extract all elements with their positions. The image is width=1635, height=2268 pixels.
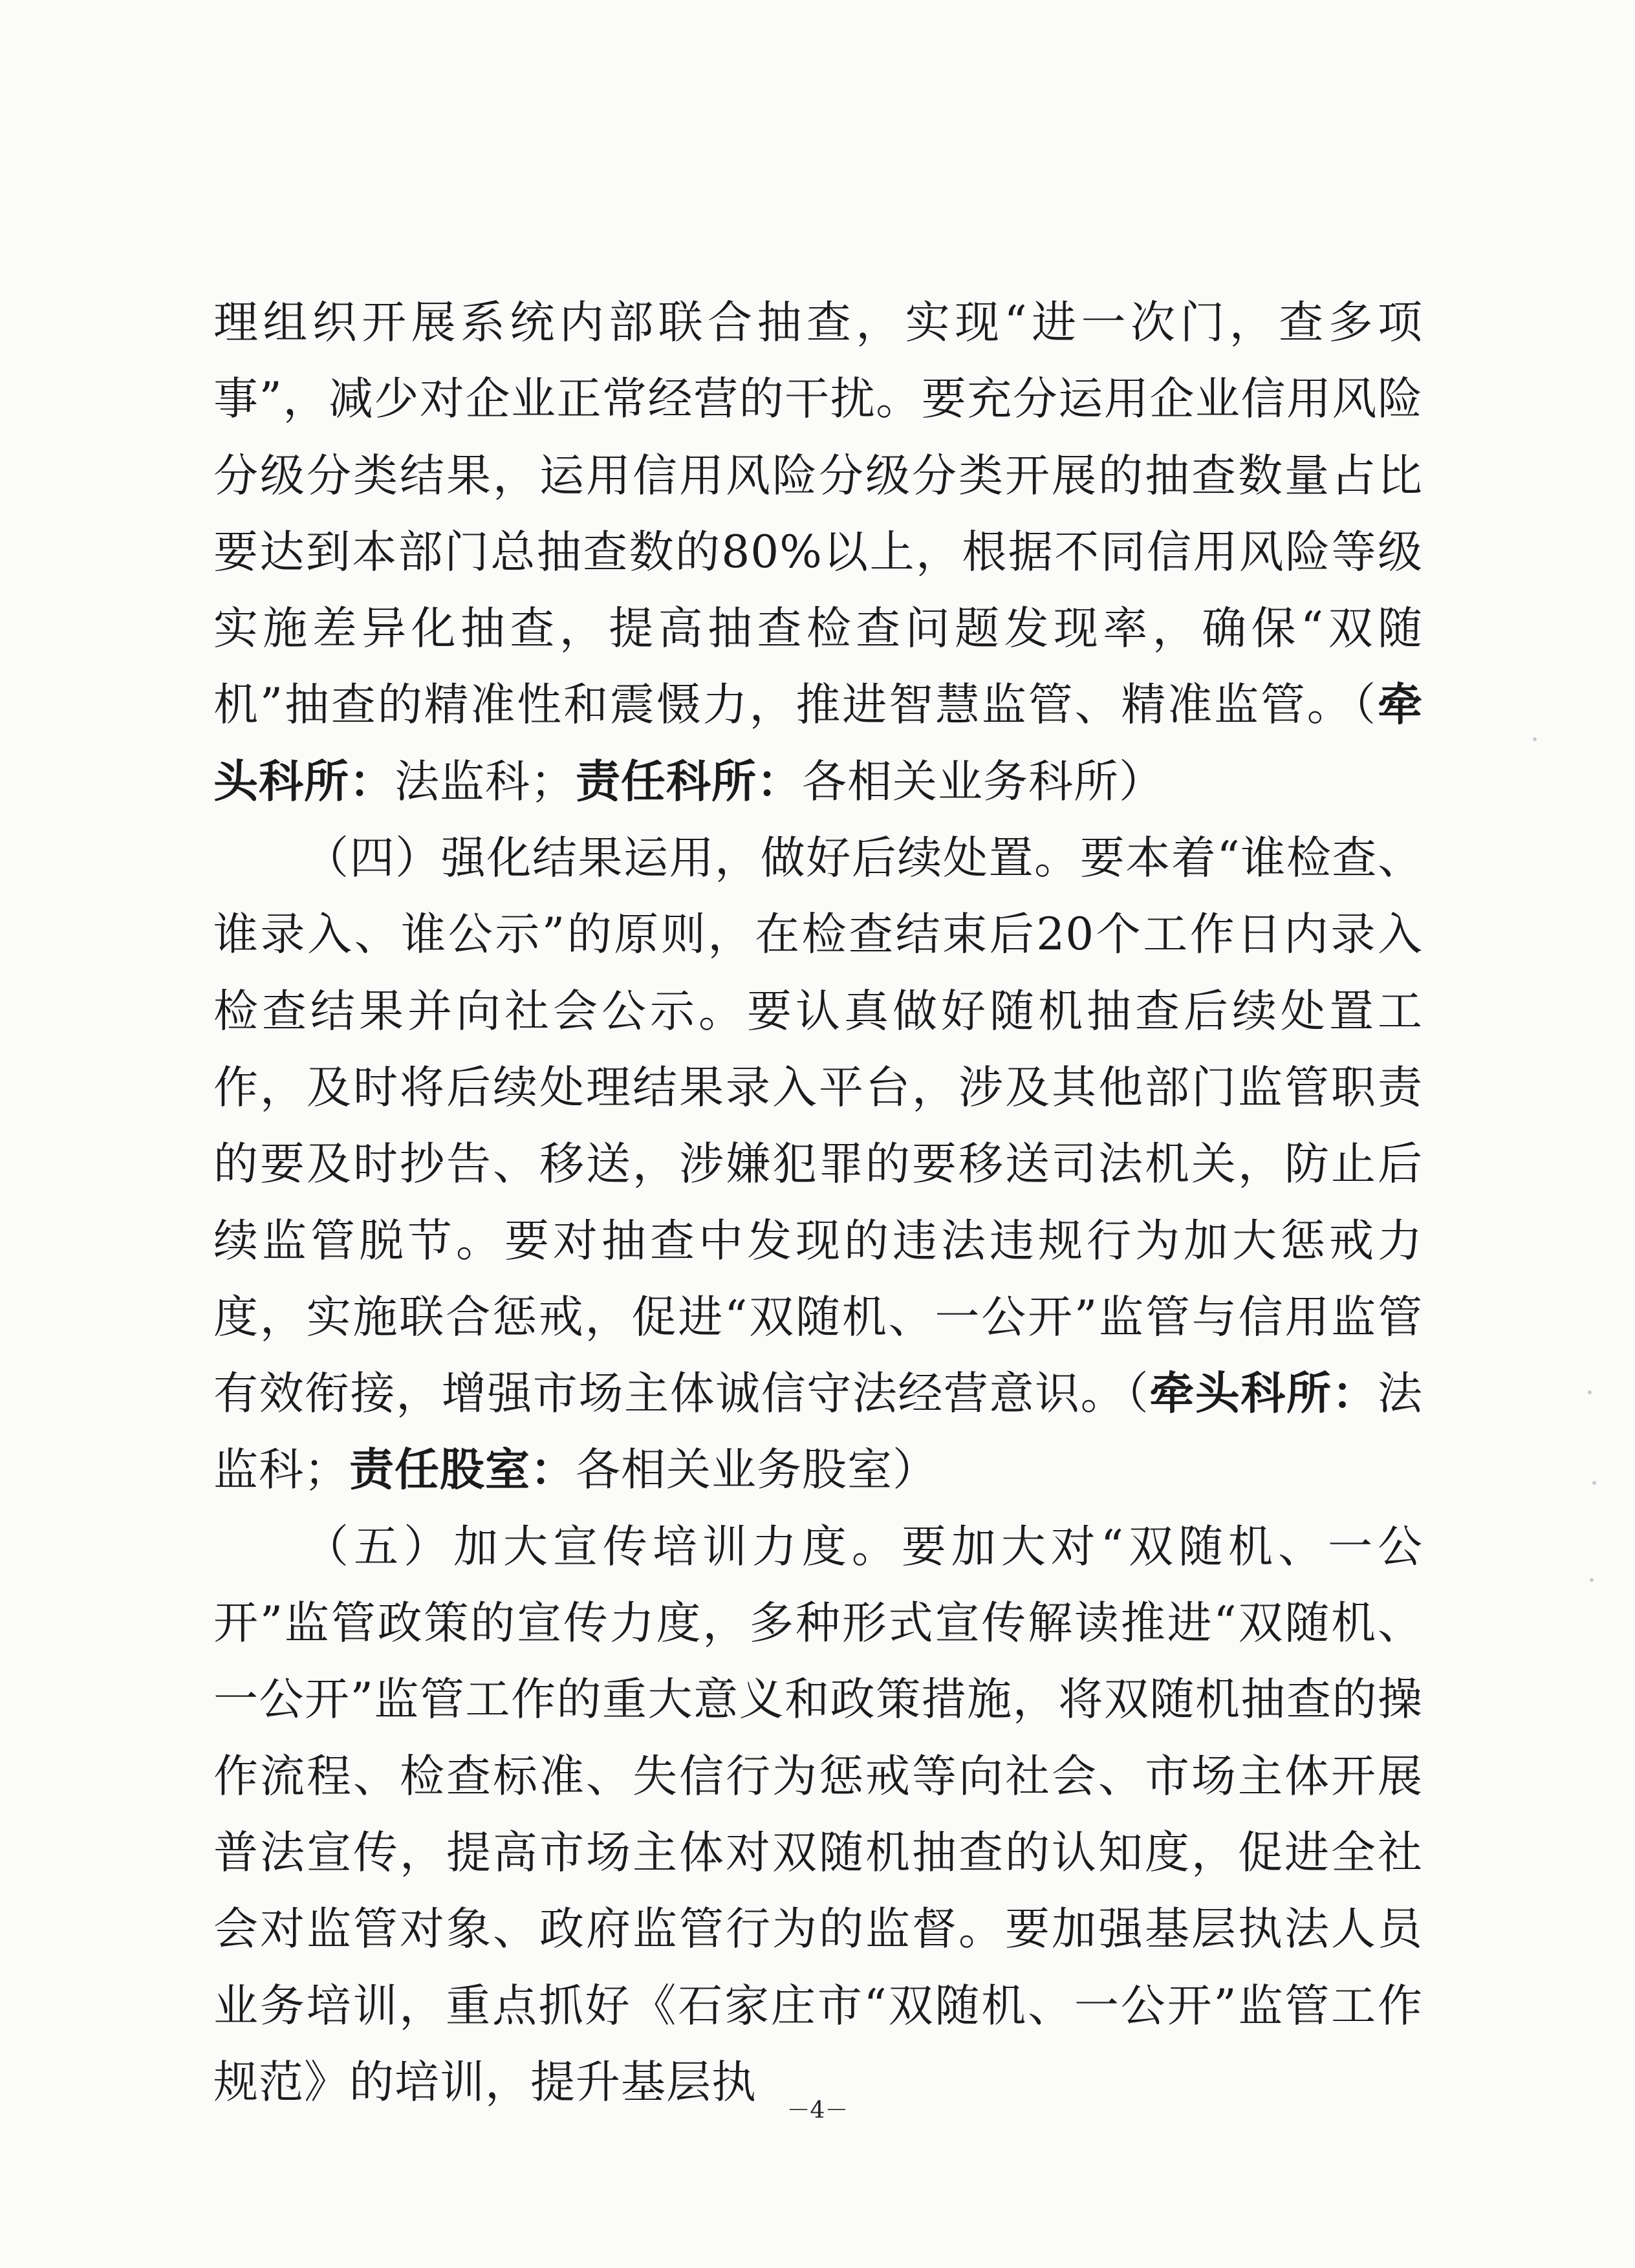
- paragraph: [213, 285, 1423, 820]
- text-segment: 法监科；: [395, 755, 576, 808]
- text-segment: 各相关业务股室）: [576, 1444, 938, 1496]
- page-number: －4－: [786, 2097, 849, 2124]
- text-segment: （五）加大宣传培训力度。要加大对“双随机、一公开”监管政策的宣传力度，多种形式宣传解读推进“双随机、一公开”监管工作的重大意义和政策措施，将双随机抽查的操作流程、检查标准、失信行为惩戒等向社会、市场主体开展普法宣传，提高市场主体对双随机抽查的认知度，促进全社会对监管对象、政府监管行为的监督。要加强基层执法人员业务培训，重点抓好《石家庄市“双随机、一公开”监管工作规范》的培训，提升基层执: [213, 1520, 1423, 2108]
- text-segment: 理组织开展系统内部联合抽查，实现“进一次门，查多项事”，减少对企业正常经营的干扰。要充分运用企业信用风险分级分类结果，运用信用风险分级分类开展的抽查数量占比要达到本部门总抽查数的80%以上，根据不同信用风险等级实施差异化抽查，提高抽查检查问题发现率，确保“双随机”抽查的精准性和震慑力，推进智慧监管、精准监管。（: [213, 297, 1423, 731]
- text-segment: 法监科；: [213, 1368, 1424, 1496]
- bold-text-segment: 责任科所：: [576, 755, 802, 808]
- text-segment: （四）强化结果运用，做好后续处置。要本着“谁检查、谁录入、谁公示”的原则，在检查结束后20个工作日内录入检查结果并向社会公示。要认真做好随机抽查后续处置工作，及时将后续处理结果录入平台，涉及其他部门监管职责的要及时抄告、移送，涉嫌犯罪的要移送司法机关，防止后续监管脱节。要对抽查中发现的违法违规行为加大惩戒力度，实施联合惩戒，促进“双随机、一公开”监管与信用监管有效衔接，增强市场主体诚信守法经营意识。（: [213, 832, 1423, 1420]
- paragraph: [213, 1509, 1423, 2121]
- bold-text-segment: 牵头科所：: [213, 678, 1423, 808]
- bold-text-segment: 牵头科所：: [1149, 1367, 1378, 1420]
- scan-speck: [1592, 1481, 1596, 1485]
- text-segment: 各相关业务科所）: [802, 755, 1164, 808]
- bold-text-segment: 责任股室：: [349, 1443, 576, 1496]
- scan-speck: [1533, 737, 1537, 741]
- paragraph: [213, 820, 1423, 1509]
- document-body: [213, 285, 1423, 2121]
- scan-speck: [1590, 1578, 1594, 1582]
- scan-speck: [1588, 1390, 1592, 1394]
